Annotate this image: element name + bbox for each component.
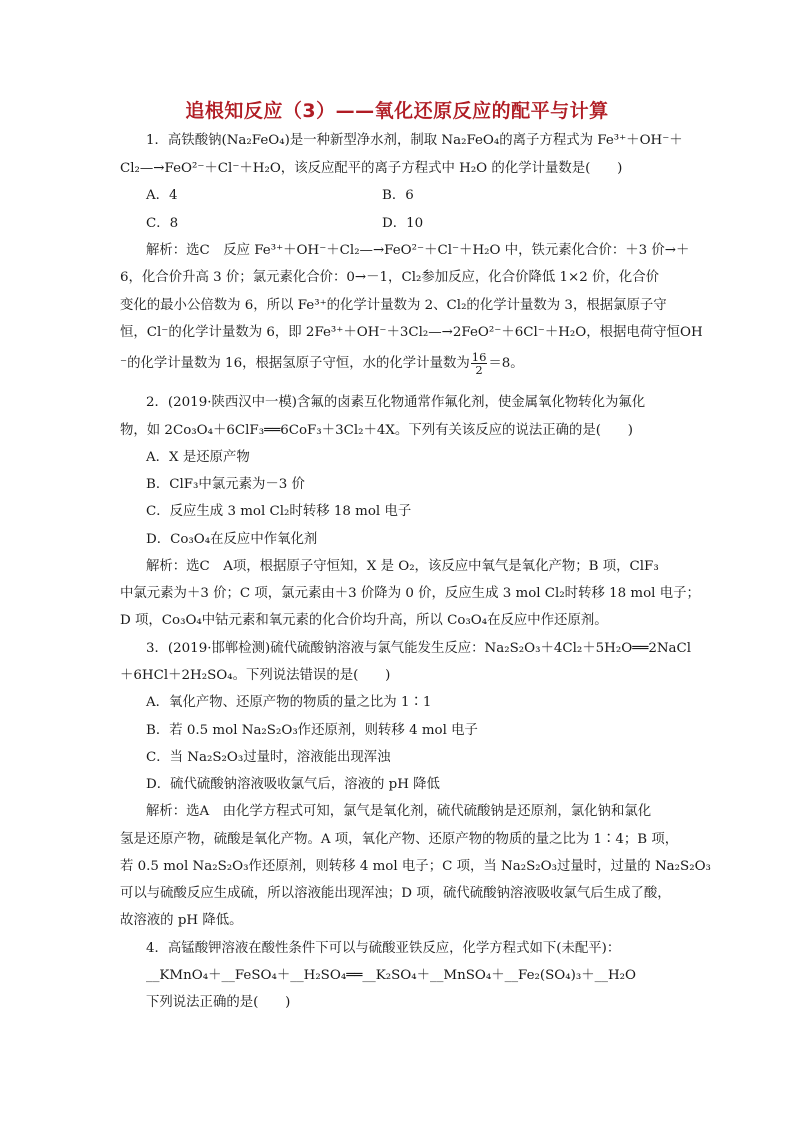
q2-option-c: C．反应生成 3 mol Cl₂时转移 18 mol 电子 <box>146 504 412 519</box>
q1-analysis-result: ＝8。 <box>488 356 524 371</box>
q3-option-a: A．氧化产物、还原产物的物质的量之比为 1∶1 <box>146 695 432 710</box>
q1-analysis-line-1: 解析：选C 反应 Fe³⁺＋OH⁻＋Cl₂—→FeO²⁻＋Cl⁻＋H₂O 中，铁元素化合价：＋3 价→＋ <box>146 243 690 258</box>
q1-option-c: C．8 <box>146 216 179 231</box>
fraction-denominator: 2 <box>475 363 483 377</box>
q2-analysis-line-2: 中氯元素为＋3 价；C 项，氯元素由＋3 价降为 0 价，反应生成 3 mol Cl₂时转移 18 mol 电子； <box>120 586 700 601</box>
q1-option-a: A．4 <box>146 188 178 203</box>
q4-equation: __KMnO₄＋__FeSO₄＋__H₂SO₄══__K₂SO₄＋__MnSO₄＋__Fe₂(SO₄)₃＋__H₂O <box>146 968 637 983</box>
q1-analysis-line-5 <box>120 351 680 376</box>
q1-analysis-text: ⁻的化学计量数为 16，根据氢原子守恒，水的化学计量数为 <box>120 356 470 371</box>
q1-stem-line-1: 1．高铁酸钠(Na₂FeO₄)是一种新型净水剂，制取 Na₂FeO₄的离子方程式为 Fe³⁺＋OH⁻＋ <box>146 133 683 148</box>
q4-stem-line-1: 4．高锰酸钾溶液在酸性条件下可以与硫酸亚铁反应，化学方程式如下(未配平)： <box>146 941 621 956</box>
q1-option-d: D．10 <box>382 216 424 231</box>
q2-option-b: B．ClF₃中氯元素为－3 价 <box>146 477 305 492</box>
q3-analysis-line-5: 故溶液的 pH 降低。 <box>120 913 243 928</box>
q2-analysis-line-1: 解析：选C A项，根据原子守恒知，X 是 O₂，该反应中氧气是氧化产物；B 项，ClF₃ <box>146 559 659 574</box>
q3-stem-line-1: 3．(2019·邯郸检测)硫代硫酸钠溶液与氯气能发生反应：Na₂S₂O₃＋4Cl₂＋5H₂O══2NaCl <box>146 641 692 656</box>
q1-analysis-line-3: 变化的最小公倍数为 6，所以 Fe³⁺的化学计量数为 2、Cl₂的化学计量数为 3，根据氯原子守 <box>120 298 667 313</box>
q1-stem-line-2: Cl₂—→FeO²⁻＋Cl⁻＋H₂O，该反应配平的离子方程式中 H₂O 的化学计量数是( ) <box>120 161 623 176</box>
page-title: 追根知反应（3）——氧化还原反应的配平与计算 <box>185 100 609 122</box>
q3-analysis-line-3: 若 0.5 mol Na₂S₂O₃作还原剂，则转移 4 mol 电子；C 项，当 Na₂S₂O₃过量时，过量的 Na₂S₂O₃ <box>120 859 711 874</box>
q2-option-a: A．X 是还原产物 <box>146 450 250 465</box>
fraction <box>471 351 488 376</box>
fraction-numerator: 16 <box>471 350 487 364</box>
q4-stem-line-3: 下列说法正确的是( ) <box>146 995 291 1010</box>
q1-option-b: B．6 <box>382 188 414 203</box>
q2-option-d: D．Co₃O₄在反应中作氧化剂 <box>146 532 318 547</box>
q3-stem-line-2: ＋6HCl＋2H₂SO₄。下列说法错误的是( ) <box>120 668 391 683</box>
q3-option-b: B．若 0.5 mol Na₂S₂O₃作还原剂，则转移 4 mol 电子 <box>146 723 478 738</box>
q1-analysis-line-2: 6，化合价升高 3 价；氯元素化合价：0→－1，Cl₂参加反应，化合价降低 1×2 价，化合价 <box>120 270 659 285</box>
q3-analysis-line-4: 可以与硫酸反应生成硫，所以溶液能出现浑浊；D 项，硫代硫酸钠溶液吸收氯气后生成了酸， <box>120 886 671 901</box>
q2-stem-line-1: 2．(2019·陕西汉中一模)含氟的卤素互化物通常作氟化剂，使金属氧化物转化为氟化 <box>146 395 646 410</box>
q3-option-d: D．硫代硫酸钠溶液吸收氯气后，溶液的 pH 降低 <box>146 777 440 792</box>
q2-stem-line-2: 物，如 2Co₃O₄＋6ClF₃══6CoF₃＋3Cl₂＋4X。下列有关该反应的说法正确的是( ) <box>120 423 634 438</box>
q3-analysis-line-1: 解析：选A 由化学方程式可知，氯气是氧化剂，硫代硫酸钠是还原剂，氯化钠和氯化 <box>146 804 652 819</box>
q3-option-c: C．当 Na₂S₂O₃过量时，溶液能出现浑浊 <box>146 750 391 765</box>
q2-analysis-line-3: D 项，Co₃O₄中钴元素和氧元素的化合价均升高，所以 Co₃O₄在反应中作还原剂。 <box>120 613 608 628</box>
q1-analysis-line-4: 恒，Cl⁻的化学计量数为 6，即 2Fe³⁺＋OH⁻＋3Cl₂—→2FeO²⁻＋6Cl⁻＋H₂O，根据电荷守恒OH <box>120 325 703 340</box>
q3-analysis-line-2: 氢是还原产物，硫酸是氧化产物。A 项，氧化产物、还原产物的物质的量之比为 1∶4；B 项， <box>120 832 679 847</box>
